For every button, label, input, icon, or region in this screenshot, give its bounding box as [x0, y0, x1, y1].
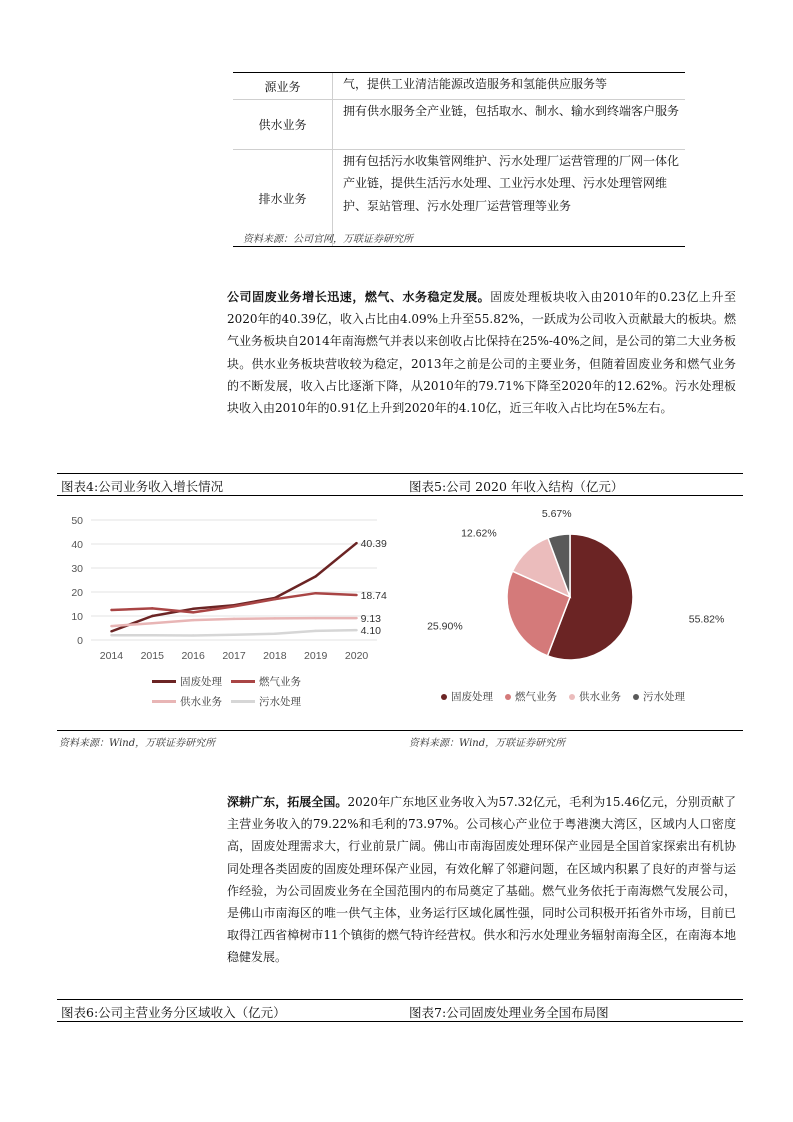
legend-item	[633, 689, 685, 704]
data-point	[110, 625, 112, 627]
paragraph-body: 固废处理板块收入由2010年的0.23亿上升至2020年的40.39亿，收入占比由4.09%上升至55.82%，一跃成为公司收入贡献最大的板块。燃气业务板块自2014年南海燃气并表以来创收占比保持在25%-40%之间，是公司的第二大业务板块。供水业务板块营收较为稳定，2013年之前是公司的主要业务，但随着固废业务和燃气业务的不断发展，收入占比逐渐下降，从2010年的79.71%下降至2020年的12.62%。污水处理板块收入由2010年的0.91亿上升到2020年的4.10亿，近三年收入占比均在5%左右。	[227, 290, 736, 416]
y-tick-label: 10	[71, 611, 83, 623]
data-point	[355, 617, 357, 619]
table-cell-name: 供水业务	[233, 100, 333, 149]
legend-label: 固废处理	[180, 676, 222, 688]
series-line	[111, 593, 356, 612]
legend-label: 污水处理	[259, 696, 301, 708]
pie-data-label: 5.67%	[541, 508, 572, 521]
figure-4-title: 图表4:公司业务收入增长情况	[61, 479, 224, 494]
legend-label: 供水业务	[180, 696, 222, 708]
legend-swatch	[569, 694, 575, 700]
legend-swatch	[633, 694, 639, 700]
x-tick-label: 2014	[99, 650, 124, 662]
table-cell-desc: 气，提供工业清洁能源改造服务和氢能供应服务等	[343, 77, 608, 91]
data-point	[355, 594, 357, 596]
line-chart-legend	[152, 674, 352, 714]
data-point	[151, 634, 153, 636]
data-label: 18.74	[360, 590, 387, 603]
paragraph-guangdong	[227, 791, 736, 969]
legend-item	[152, 694, 222, 709]
data-point	[110, 630, 112, 632]
data-point	[274, 633, 276, 635]
data-point	[315, 630, 317, 632]
paragraph-body: 2020年广东地区业务收入为57.32亿元，毛利为15.46亿元，分别贡献了主营业务收入的79.22%和毛利的73.97%。公司核心产业位于粤港澳大湾区，区域内人口密度高，固废处理需求大，行业前景广阔。佛山市南海固废处理环保产业园是全国首家探索出有机协同处理各类固废的固废处理环保产业园，有效化解了邻避问题，在区域内积累了良好的声誉与运作经验，为公司固废业务在全国范围内的布局奠定了基础。燃气业务依托于南海燃气发展公司，是佛山市南海区的唯一供气主体，业务运行区域化属性强，同时公司积极开拓省外市场，目前已取得江西省樟树市11个镇街的燃气特许经营权。供水和污水处理业务辐射南海全区，在南海本地稳健发展。	[227, 795, 736, 965]
pie-data-label: 25.90%	[427, 620, 463, 633]
x-tick-label: 2015	[140, 650, 164, 662]
legend-swatch	[441, 694, 447, 700]
legend-item	[231, 694, 301, 709]
figure-title-bar	[57, 473, 743, 496]
legend-item	[152, 674, 222, 689]
data-point	[315, 592, 317, 594]
legend-label: 供水业务	[579, 691, 621, 703]
table-cell-desc: 拥有包括污水收集管网维护、污水处理厂运营管理的厂网一体化产业链，提供生活污水处理、工业污水处理、污水处理管网维护、泵站管理、污水处理厂运营管理等业务	[343, 154, 680, 213]
data-label: 40.39	[360, 538, 387, 551]
y-tick-label: 50	[71, 515, 83, 527]
data-point	[110, 634, 112, 636]
y-tick-label: 20	[71, 587, 83, 599]
x-tick-label: 2017	[222, 650, 246, 662]
legend-item	[231, 674, 301, 689]
legend-swatch	[152, 680, 176, 683]
data-point	[192, 619, 194, 621]
table-cell-desc: 拥有供水服务全产业链，包括取水、制水、输水到终端客户服务	[343, 104, 680, 118]
y-tick-label: 30	[71, 563, 83, 575]
figure-title-bar	[57, 999, 743, 1022]
pie-chart-legend	[441, 689, 711, 704]
legend-label: 污水处理	[643, 691, 685, 703]
legend-item	[441, 689, 493, 704]
legend-swatch	[231, 680, 255, 683]
figure-7-title: 图表7:公司固废处理业务全国布局图	[409, 1005, 609, 1020]
data-point	[233, 618, 235, 620]
y-tick-label: 0	[77, 635, 83, 647]
data-point	[315, 575, 317, 577]
x-tick-label: 2016	[181, 650, 205, 662]
figure-5-title: 图表5:公司 2020 年收入结构（亿元）	[409, 479, 624, 494]
data-point	[355, 542, 357, 544]
legend-label: 燃气业务	[515, 691, 557, 703]
y-tick-label: 40	[71, 539, 83, 551]
data-label: 4.10	[360, 625, 382, 638]
data-point	[274, 617, 276, 619]
table-row	[233, 73, 685, 100]
pie-data-label: 12.62%	[461, 527, 497, 540]
data-label: 9.13	[360, 613, 382, 626]
legend-label: 燃气业务	[259, 676, 301, 688]
legend-swatch	[505, 694, 511, 700]
table-cell-name: 排水业务	[233, 150, 333, 246]
table-cell-name: 源业务	[233, 73, 333, 99]
figure-divider	[57, 730, 743, 731]
data-point	[192, 611, 194, 613]
data-point	[192, 608, 194, 610]
paragraph-lead: 公司固废业务增长迅速，燃气、水务稳定发展。	[227, 290, 491, 304]
data-point	[274, 598, 276, 600]
pie-chart	[427, 508, 725, 670]
data-point	[315, 617, 317, 619]
data-point	[151, 622, 153, 624]
data-point	[233, 634, 235, 636]
x-tick-label: 2019	[304, 650, 328, 662]
paragraph-revenue-growth	[227, 286, 736, 419]
legend-swatch	[231, 700, 255, 703]
figure-4-source: 资料来源：Wind，万联证券研究所	[59, 738, 216, 749]
data-point	[355, 629, 357, 631]
figure-6-title: 图表6:公司主营业务分区域收入（亿元）	[61, 1005, 286, 1020]
data-point	[192, 634, 194, 636]
table-source: 资料来源：公司官网，万联证券研究所	[243, 234, 413, 245]
table-row	[233, 100, 685, 150]
legend-item	[505, 689, 557, 704]
business-table	[233, 72, 685, 247]
pie-data-label: 55.82%	[688, 613, 725, 626]
data-point	[151, 607, 153, 609]
x-tick-label: 2018	[263, 650, 287, 662]
data-point	[110, 609, 112, 611]
legend-item	[569, 689, 621, 704]
figure-5-source: 资料来源：Wind，万联证券研究所	[409, 738, 566, 749]
legend-swatch	[152, 700, 176, 703]
paragraph-lead: 深耕广东，拓展全国。	[227, 795, 348, 809]
data-point	[151, 615, 153, 617]
x-tick-label: 2020	[344, 650, 369, 662]
legend-label: 固废处理	[451, 691, 493, 703]
data-point	[233, 605, 235, 607]
